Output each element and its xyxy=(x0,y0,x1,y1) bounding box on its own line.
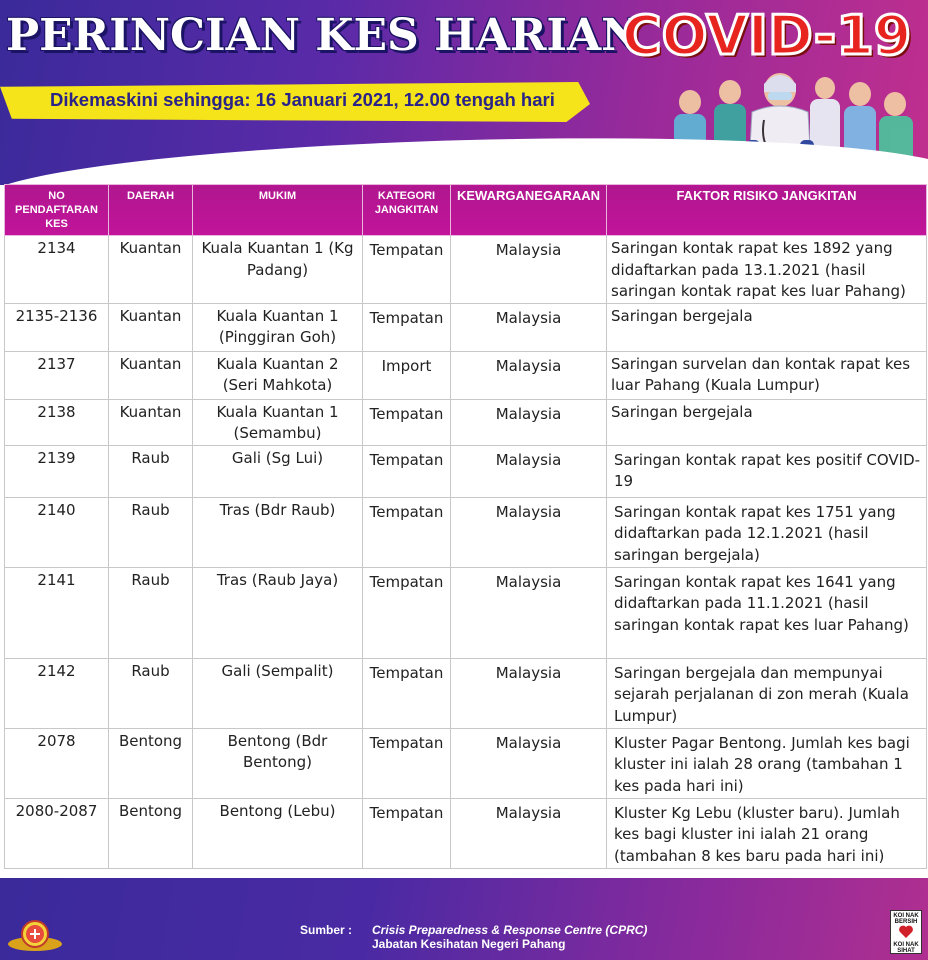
cell-mukim: Tras (Bdr Raub) xyxy=(193,497,363,567)
cell-kategori: Import xyxy=(363,351,451,399)
cell-daerah: Kuantan xyxy=(109,351,193,399)
logo-text-top: KOI NAK BERSIH xyxy=(893,913,919,925)
cell-no: 2140 xyxy=(5,497,109,567)
cell-mukim: Bentong (Bdr Bentong) xyxy=(193,728,363,798)
col-header-mukim: MUKIM xyxy=(193,185,363,236)
jkn-logo-icon xyxy=(6,918,64,954)
covid-title: COVID-19 xyxy=(622,4,912,67)
cell-risiko: Saringan bergejala xyxy=(607,399,927,445)
source-label: Sumber : xyxy=(300,923,353,937)
cell-daerah: Kuantan xyxy=(109,399,193,445)
cell-no: 2137 xyxy=(5,351,109,399)
col-header-no: NO PENDAFTARAN KES xyxy=(5,185,109,236)
cell-daerah: Bentong xyxy=(109,728,193,798)
table-row xyxy=(5,497,927,567)
cell-risiko: Kluster Kg Lebu (kluster baru). Jumlah kes bagi kluster ini ialah 21 orang (tambahan 8 kes baru pada hari ini) xyxy=(607,798,927,868)
cell-mukim: Kuala Kuantan 1 (Kg Padang) xyxy=(193,236,363,304)
cell-mukim: Gali (Sg Lui) xyxy=(193,445,363,497)
update-timestamp: Dikemaskini sehingga: 16 Januari 2021, 12.00 tengah hari xyxy=(50,89,555,110)
cell-kategori: Tempatan xyxy=(363,303,451,351)
cell-risiko: Saringan bergejala dan mempunyai sejarah perjalanan di zon merah (Kuala Lumpur) xyxy=(607,658,927,728)
cell-kategori: Tempatan xyxy=(363,567,451,658)
cell-risiko: Saringan kontak rapat kes 1751 yang didaftarkan pada 12.1.2021 (hasil saringan bergejala) xyxy=(607,497,927,567)
col-header-faktor-risiko: FAKTOR RISIKO JANGKITAN xyxy=(607,185,927,236)
cell-warga: Malaysia xyxy=(451,658,607,728)
cell-daerah: Raub xyxy=(109,567,193,658)
cell-warga: Malaysia xyxy=(451,497,607,567)
heart-icon xyxy=(898,924,914,940)
cell-risiko: Saringan kontak rapat kes positif COVID-19 xyxy=(607,445,927,497)
cell-kategori: Tempatan xyxy=(363,658,451,728)
cell-kategori: Tempatan xyxy=(363,497,451,567)
cell-risiko: Kluster Pagar Bentong. Jumlah kes bagi kluster ini ialah 28 orang (tambahan 1 kes pada hari ini) xyxy=(607,728,927,798)
cell-risiko: Saringan bergejala xyxy=(607,303,927,351)
logo-text-bottom: KOI NAK SIHAT xyxy=(893,942,919,954)
cell-daerah: Raub xyxy=(109,497,193,567)
cell-mukim: Bentong (Lebu) xyxy=(193,798,363,868)
table-row xyxy=(5,236,927,304)
cell-risiko: Saringan survelan dan kontak rapat kes luar Pahang (Kuala Lumpur) xyxy=(607,351,927,399)
cell-warga: Malaysia xyxy=(451,399,607,445)
table-row xyxy=(5,399,927,445)
cell-mukim: Gali (Sempalit) xyxy=(193,658,363,728)
cell-no: 2135-2136 xyxy=(5,303,109,351)
page-title: PERINCIAN KES HARIAN xyxy=(6,10,642,61)
cell-daerah: Raub xyxy=(109,445,193,497)
cell-warga: Malaysia xyxy=(451,351,607,399)
source-line-cprc: Crisis Preparedness & Response Centre (CPRC) xyxy=(372,923,648,937)
cell-daerah: Raub xyxy=(109,658,193,728)
cell-no: 2078 xyxy=(5,728,109,798)
cell-mukim: Kuala Kuantan 1 (Semambu) xyxy=(193,399,363,445)
cell-kategori: Tempatan xyxy=(363,236,451,304)
cell-no: 2139 xyxy=(5,445,109,497)
table-row xyxy=(5,728,927,798)
cell-risiko: Saringan kontak rapat kes 1641 yang didaftarkan pada 11.1.2021 (hasil saringan kontak rapat kes luar Pahang) xyxy=(607,567,927,658)
cell-daerah: Kuantan xyxy=(109,303,193,351)
cell-kategori: Tempatan xyxy=(363,399,451,445)
cell-kategori: Tempatan xyxy=(363,445,451,497)
cell-warga: Malaysia xyxy=(451,303,607,351)
cell-kategori: Tempatan xyxy=(363,728,451,798)
table-header-row xyxy=(5,185,927,236)
table-row xyxy=(5,658,927,728)
cell-warga: Malaysia xyxy=(451,728,607,798)
col-header-kewarganegaraan: KEWARGANEGARAAN xyxy=(451,185,607,236)
cell-daerah: Bentong xyxy=(109,798,193,868)
cell-no: 2138 xyxy=(5,399,109,445)
cell-warga: Malaysia xyxy=(451,445,607,497)
case-table-container xyxy=(4,184,926,869)
source-line-jkn: Jabatan Kesihatan Negeri Pahang xyxy=(372,937,566,951)
table-row xyxy=(5,351,927,399)
cell-kategori: Tempatan xyxy=(363,798,451,868)
koi-nak-sihat-logo xyxy=(890,910,922,954)
cell-mukim: Kuala Kuantan 2 (Seri Mahkota) xyxy=(193,351,363,399)
cell-mukim: Tras (Raub Jaya) xyxy=(193,567,363,658)
cell-risiko: Saringan kontak rapat kes 1892 yang didaftarkan pada 13.1.2021 (hasil saringan kontak rapat kes luar Pahang) xyxy=(607,236,927,304)
table-row xyxy=(5,445,927,497)
cell-warga: Malaysia xyxy=(451,567,607,658)
table-row xyxy=(5,303,927,351)
cell-no: 2141 xyxy=(5,567,109,658)
col-header-kategori: KATEGORI JANGKITAN xyxy=(363,185,451,236)
cell-no: 2134 xyxy=(5,236,109,304)
case-table xyxy=(4,184,927,869)
cell-warga: Malaysia xyxy=(451,236,607,304)
table-row xyxy=(5,567,927,658)
cell-warga: Malaysia xyxy=(451,798,607,868)
cell-daerah: Kuantan xyxy=(109,236,193,304)
table-row xyxy=(5,798,927,868)
cell-mukim: Kuala Kuantan 1 (Pinggiran Goh) xyxy=(193,303,363,351)
cell-no: 2080-2087 xyxy=(5,798,109,868)
cell-no: 2142 xyxy=(5,658,109,728)
col-header-daerah: DAERAH xyxy=(109,185,193,236)
